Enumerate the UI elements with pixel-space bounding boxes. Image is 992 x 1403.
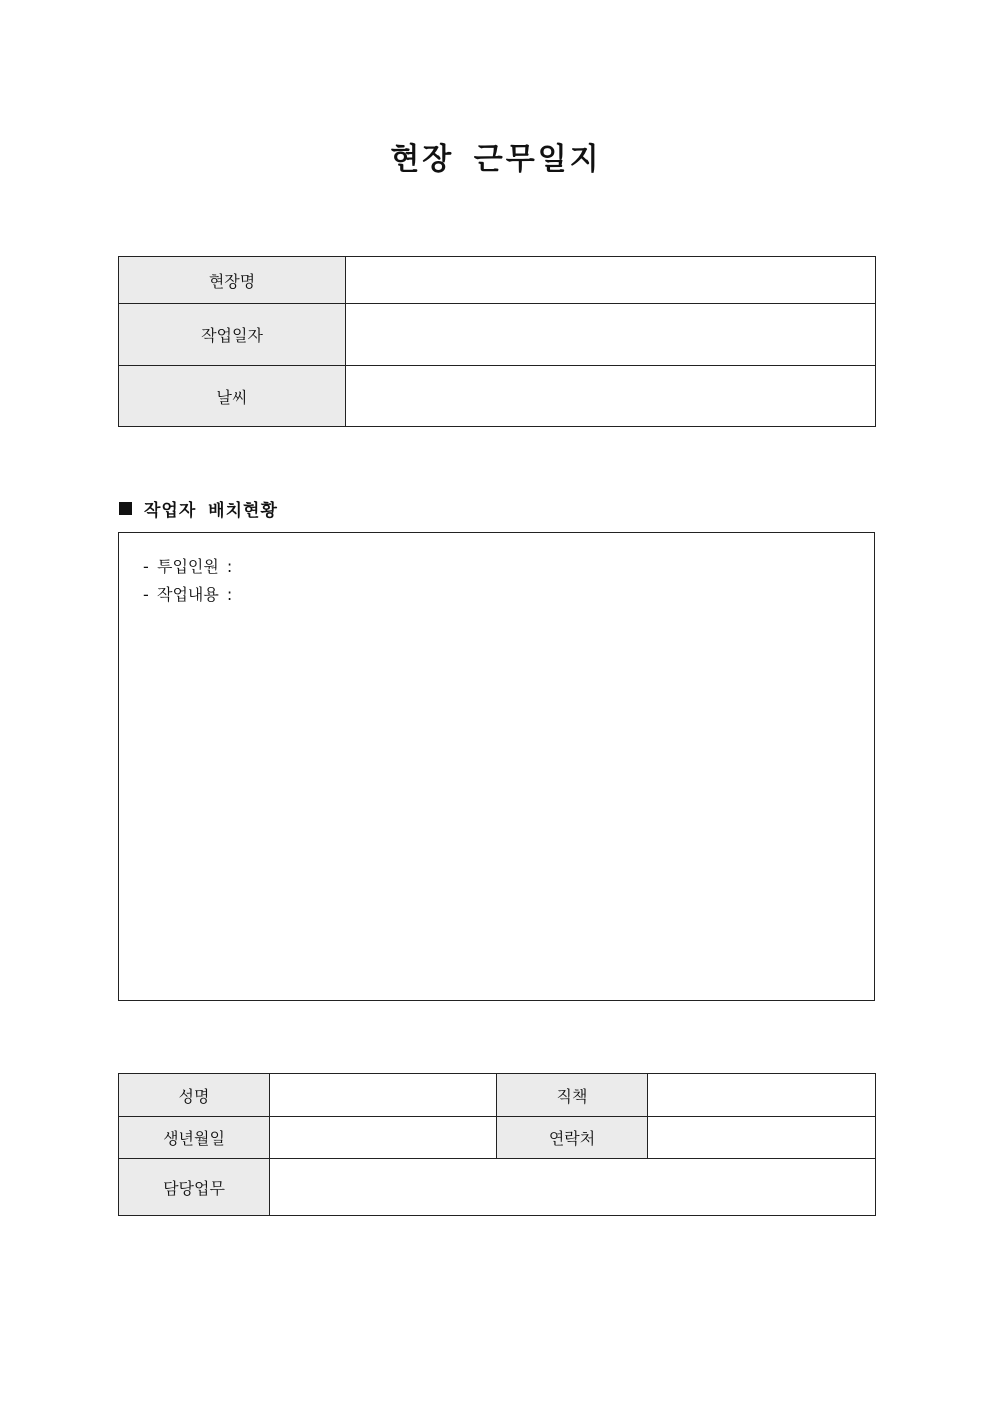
birth-contact-row (119, 1117, 876, 1159)
worker-section-title: 작업자 배치현황 (144, 501, 278, 521)
person-info-table (118, 1073, 876, 1216)
worker-assignment-lines (143, 553, 232, 609)
name-value[interactable] (270, 1074, 497, 1117)
weather-label: 날씨 (119, 366, 346, 427)
weather-value[interactable] (346, 366, 876, 427)
work-date-label: 작업일자 (119, 304, 346, 366)
birth-date-label: 생년월일 (119, 1117, 270, 1159)
dash-marker: - (143, 585, 149, 604)
name-position-row (119, 1074, 876, 1117)
work-date-value[interactable] (346, 304, 876, 366)
colon-separator: : (226, 585, 233, 604)
site-name-label: 현장명 (119, 257, 346, 304)
work-content-label: 작업내용 (157, 585, 219, 604)
worker-section-heading (119, 496, 278, 521)
contact-label: 연락처 (497, 1117, 648, 1159)
duty-label: 담당업무 (119, 1159, 270, 1216)
contact-value[interactable] (648, 1117, 876, 1159)
square-bullet-icon (119, 502, 132, 515)
site-name-value[interactable] (346, 257, 876, 304)
site-info-table (118, 256, 876, 427)
work-date-row (119, 304, 876, 366)
duty-value[interactable] (270, 1159, 876, 1216)
workforce-line (143, 553, 232, 581)
worker-assignment-box[interactable] (118, 532, 875, 1001)
dash-marker: - (143, 557, 149, 576)
duty-row (119, 1159, 876, 1216)
name-label: 성명 (119, 1074, 270, 1117)
colon-separator: : (226, 557, 233, 576)
document-title: 현장 근무일지 (390, 142, 602, 177)
weather-row (119, 366, 876, 427)
position-label: 직책 (497, 1074, 648, 1117)
site-name-row (119, 257, 876, 304)
workforce-label: 투입인원 (157, 557, 219, 576)
birth-date-value[interactable] (270, 1117, 497, 1159)
work-content-line (143, 581, 232, 609)
position-value[interactable] (648, 1074, 876, 1117)
